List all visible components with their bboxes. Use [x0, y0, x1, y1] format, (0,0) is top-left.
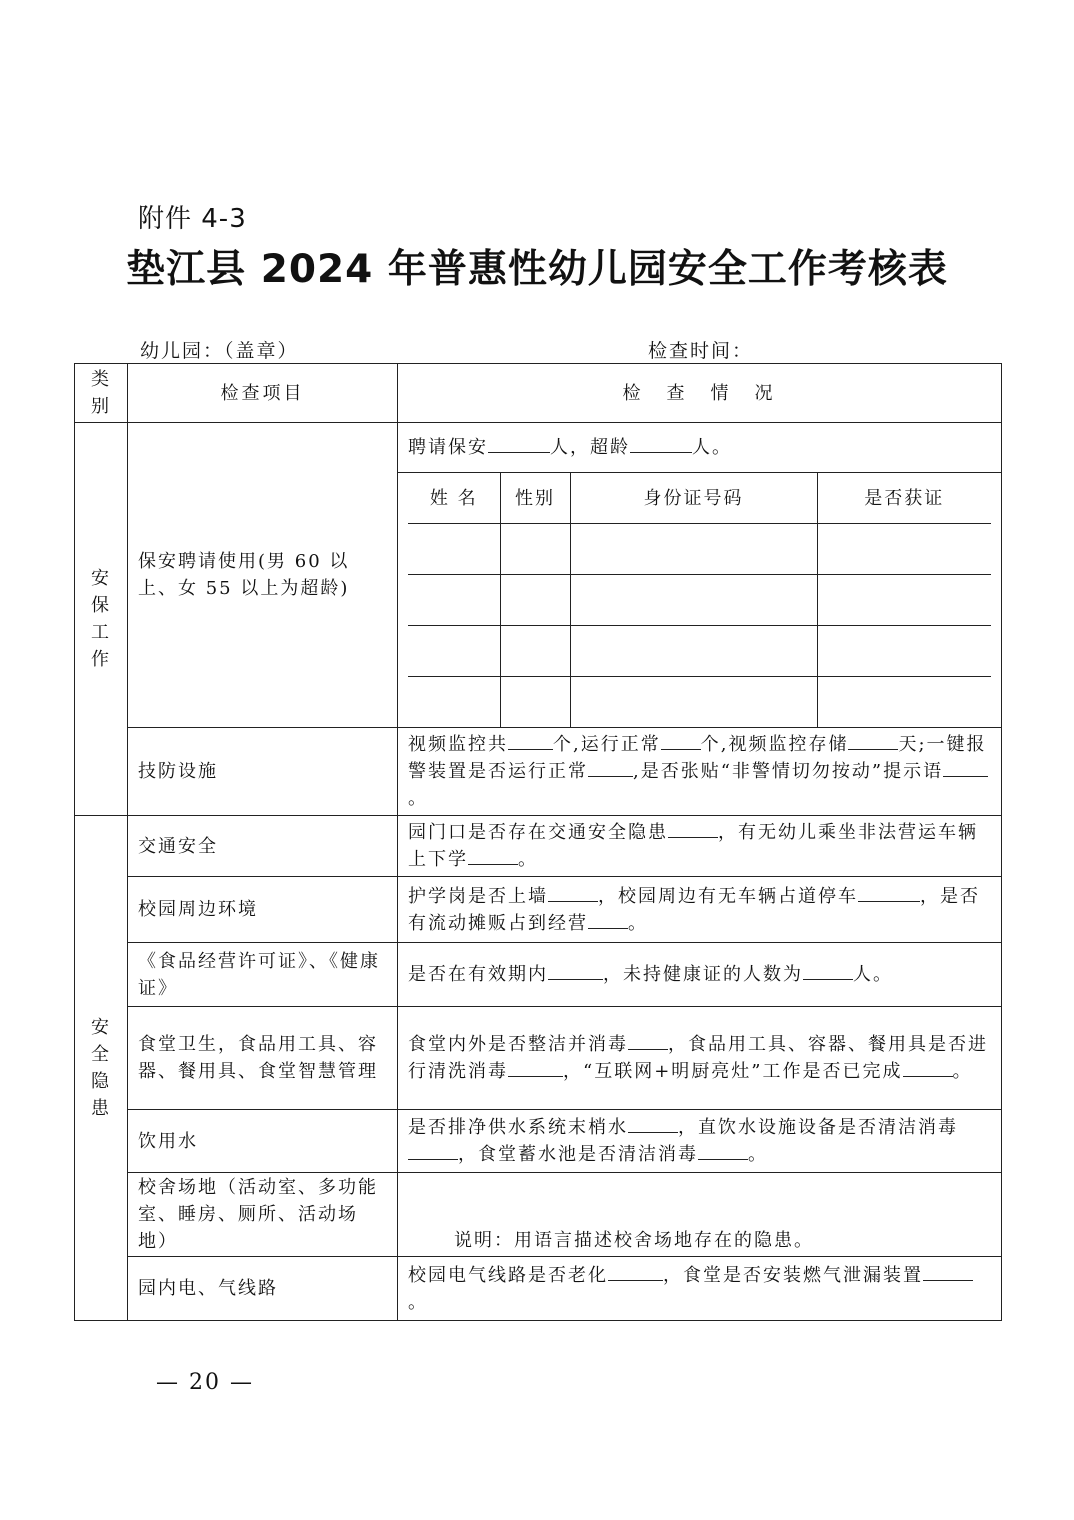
- col-name: 姓 名: [408, 473, 500, 524]
- blank-field[interactable]: [923, 1262, 973, 1281]
- blank-field[interactable]: [608, 1262, 663, 1281]
- roster-cell[interactable]: [500, 677, 570, 728]
- category-security-label: 安保工作: [91, 568, 111, 670]
- roster-cell[interactable]: [408, 677, 500, 728]
- header-situation: 检 查 情 况: [398, 364, 1002, 423]
- canteen-item: 食堂卫生，食品用工具、容器、餐用具、食堂智慧管理: [128, 1007, 398, 1110]
- roster-cell[interactable]: [570, 677, 817, 728]
- header-item: 检查项目: [128, 364, 398, 423]
- electric-item: 园内电、气线路: [128, 1257, 398, 1321]
- blank-field[interactable]: [628, 1114, 678, 1133]
- blank-field[interactable]: [661, 731, 701, 750]
- blank-field[interactable]: [628, 1031, 668, 1050]
- premises-item: 校舍场地（活动室、多功能室、睡房、厕所、活动场地）: [128, 1173, 398, 1257]
- category-hazards-label: 安全隐患: [91, 1017, 111, 1119]
- electric-text: 校园电气线路是否老化 ，食堂是否安装燃气泄漏装置。: [398, 1257, 1002, 1321]
- blank-field[interactable]: [548, 961, 603, 980]
- header-category: 类别: [75, 364, 128, 423]
- page-number: — 20 —: [156, 1370, 254, 1395]
- roster-cell[interactable]: [500, 626, 570, 677]
- blank-field[interactable]: [858, 883, 920, 902]
- roster-cell[interactable]: [408, 626, 500, 677]
- blank-field[interactable]: [408, 1141, 458, 1160]
- col-gender: 性别: [500, 473, 570, 524]
- check-time-label: 检查时间：: [648, 340, 754, 362]
- surroundings-text: 护学岗是否上墙 ，校园周边有无车辆占道停车 ，是否有流动摊贩占到经营 。: [398, 877, 1002, 943]
- license-text: 是否在有效期内 ，未持健康证的人数为 人。: [398, 943, 1002, 1007]
- blank-field[interactable]: [468, 846, 518, 865]
- roster-cell[interactable]: [408, 575, 500, 626]
- guard-count-line: 聘请保安 人，超龄 人。: [398, 423, 1002, 473]
- roster-cell[interactable]: [570, 626, 817, 677]
- roster-cell[interactable]: [817, 575, 991, 626]
- kindergarten-label: 幼儿园：（盖章）: [140, 340, 299, 362]
- col-certified: 是否获证: [817, 473, 991, 524]
- water-text: 是否排净供水系统末梢水 ，直饮水设施设备是否清洁消毒，食堂蓄水池是否清洁消毒 。: [398, 1110, 1002, 1173]
- roster-cell[interactable]: [570, 575, 817, 626]
- assessment-table: [74, 363, 1002, 1321]
- roster-cell[interactable]: [817, 626, 991, 677]
- tech-text: 视频监控共 个,运行正常 个,视频监控存储 天;一键报警装置是否运行正常 ,是否张贴“非警情切勿按动”提示语。: [398, 728, 1002, 816]
- guard-roster: [398, 473, 1002, 728]
- roster-cell[interactable]: [817, 677, 991, 728]
- water-item: 饮用水: [128, 1110, 398, 1173]
- blank-field[interactable]: [848, 731, 898, 750]
- blank-field[interactable]: [588, 910, 628, 929]
- blank-field[interactable]: [548, 883, 598, 902]
- category-security: [75, 423, 128, 816]
- traffic-item: 交通安全: [128, 816, 398, 877]
- blank-field[interactable]: [803, 961, 853, 980]
- blank-field[interactable]: [903, 1058, 953, 1077]
- tech-item: 技防设施: [128, 728, 398, 816]
- roster-cell[interactable]: [817, 524, 991, 575]
- blank-field[interactable]: [630, 434, 692, 453]
- roster-cell[interactable]: [570, 524, 817, 575]
- blank-field[interactable]: [508, 731, 553, 750]
- roster-cell[interactable]: [500, 575, 570, 626]
- license-item: 《食品经营许可证》、《健康证》: [128, 943, 398, 1007]
- guard-roster-table: [408, 473, 991, 727]
- annex-label: 附件 4-3: [138, 204, 247, 234]
- premises-text[interactable]: [398, 1173, 1002, 1257]
- blank-field[interactable]: [588, 758, 633, 777]
- roster-cell[interactable]: [500, 524, 570, 575]
- col-id-number: 身份证号码: [570, 473, 817, 524]
- blank-field[interactable]: [943, 758, 988, 777]
- page-title: 垫江县 2024 年普惠性幼儿园安全工作考核表: [126, 247, 948, 292]
- category-hazards: [75, 816, 128, 1321]
- premises-note: 说明：用语言描述校舍场地存在的隐患。: [454, 1230, 814, 1251]
- blank-field[interactable]: [488, 434, 550, 453]
- roster-cell[interactable]: [408, 524, 500, 575]
- blank-field[interactable]: [508, 1058, 563, 1077]
- surroundings-item: 校园周边环境: [128, 877, 398, 943]
- blank-field[interactable]: [668, 819, 718, 838]
- canteen-text: 食堂内外是否整洁并消毒 ，食品用工具、容器、餐用具是否进行清洗消毒 ，“互联网+明厨亮灶”工作是否已完成 。: [398, 1007, 1002, 1110]
- guard-item: 保安聘请使用(男 60 以上、女 55 以上为超龄): [128, 423, 398, 728]
- blank-field[interactable]: [698, 1141, 748, 1160]
- traffic-text: 园门口是否存在交通安全隐患 ，有无幼儿乘坐非法营运车辆上下学 。: [398, 816, 1002, 877]
